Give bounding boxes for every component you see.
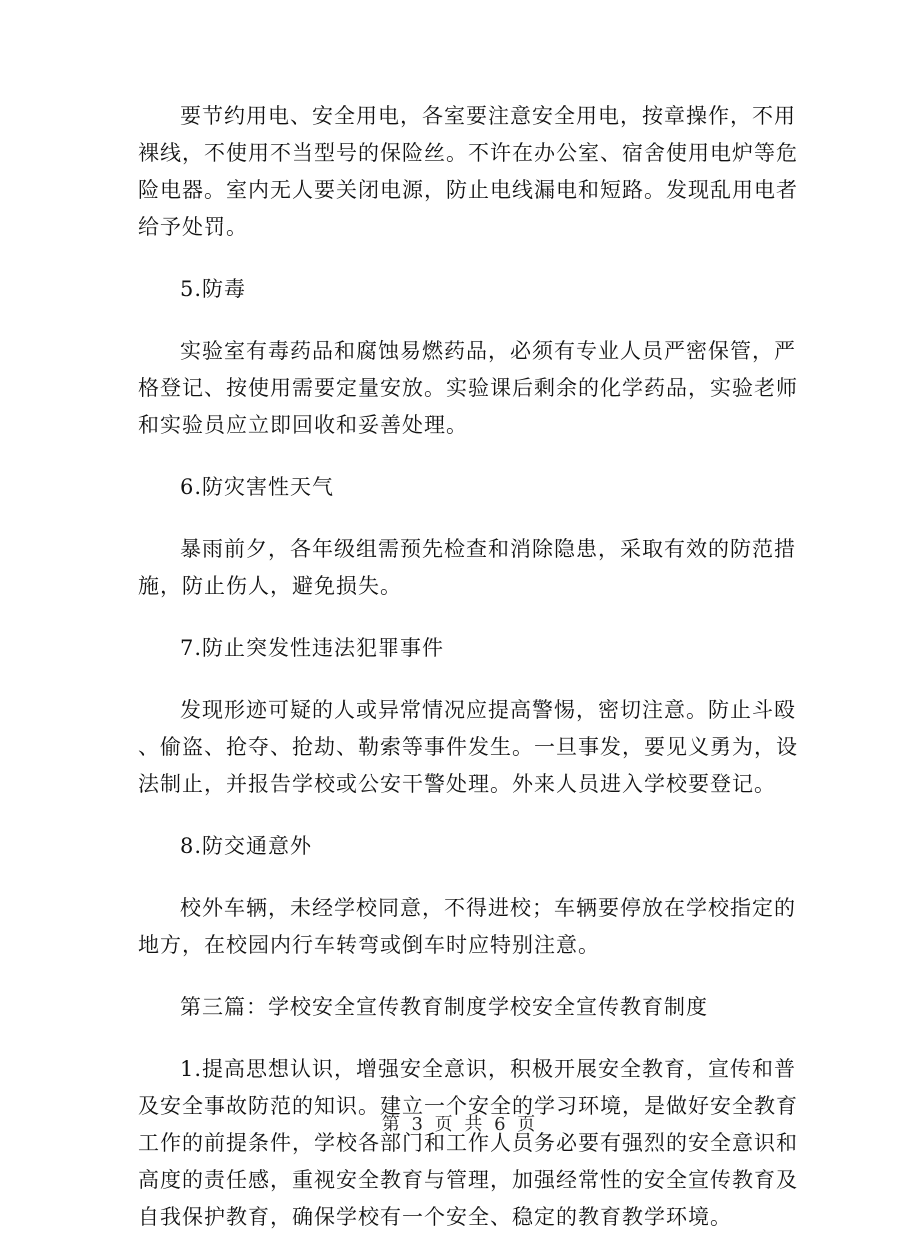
text-line: 及安全事故防范的知识。建立一个安全的学习环境，是做好安全教育 [138,1094,798,1118]
heading-anti-poison: 5.防毒 [180,277,247,301]
text-line: 给予处罚。 [138,215,248,239]
text-line: 发现形迹可疑的人或异常情况应提高警惕，密切注意。防止斗殴 [180,698,796,722]
paragraph-anti-poison [138,335,798,446]
heading-crime-prevention: 7.防止突发性违法犯罪事件 [180,636,445,660]
text-line: 施，防止伤人，避免损失。 [138,574,402,598]
text-line: 法制止，并报告学校或公安干警处理。外来人员进入学校要登记。 [138,772,776,796]
text-line: 工作的前提条件，学校各部门和工作人员务必要有强烈的安全意识和 [138,1131,798,1155]
text-line: 格登记、按使用需要定量安放。实验课后剩余的化学药品，实验老师 [138,376,798,400]
text-line: 高度的责任感，重视安全教育与管理，加强经常性的安全宣传教育及 [138,1168,798,1192]
section-title: 第三篇：学校安全宣传教育制度学校安全宣传教育制度 [180,995,708,1019]
text-line: 、偷盗、抢夺、抢劫、勒索等事件发生。一旦事发，要见义勇为，设 [138,735,798,759]
paragraph-crime-prevention [138,694,798,805]
text-line: 1.提高思想认识，增强安全意识，积极开展安全教育，宣传和普 [180,1057,797,1081]
heading-disaster-weather: 6.防灾害性天气 [180,475,335,499]
paragraph-electricity [138,100,798,248]
text-line: 要节约用电、安全用电，各室要注意安全用电，按章操作，不用 [180,104,796,128]
page-number-footer: 第 3 页 共 6 页 [381,1114,539,1135]
paragraph-traffic-safety [138,892,796,966]
page-body [138,100,798,1238]
text-line: 和实验员应立即回收和妥善处理。 [138,413,468,437]
text-line: 实验室有毒药品和腐蚀易燃药品，必须有专业人员严密保管，严 [180,339,796,363]
text-line: 险电器。室内无人要关闭电源，防止电线漏电和短路。发现乱用电者 [138,178,798,202]
heading-traffic-safety: 8.防交通意外 [180,834,313,858]
text-line: 暴雨前夕，各年级组需预先检查和消除隐患，采取有效的防范措 [180,537,796,561]
text-line: 校外车辆，未经学校同意，不得进校；车辆要停放在学校指定的 [180,896,796,920]
paragraph-safety-education [138,1053,798,1238]
text-line: 裸线，不使用不当型号的保险丝。不许在办公室、宿舍使用电炉等危 [138,141,798,165]
paragraph-disaster-weather [138,533,796,607]
text-line: 自我保护教育，确保学校有一个安全、稳定的教育教学环境。 [138,1205,732,1229]
text-line: 地方，在校园内行车转弯或倒车时应特别注意。 [138,933,600,957]
